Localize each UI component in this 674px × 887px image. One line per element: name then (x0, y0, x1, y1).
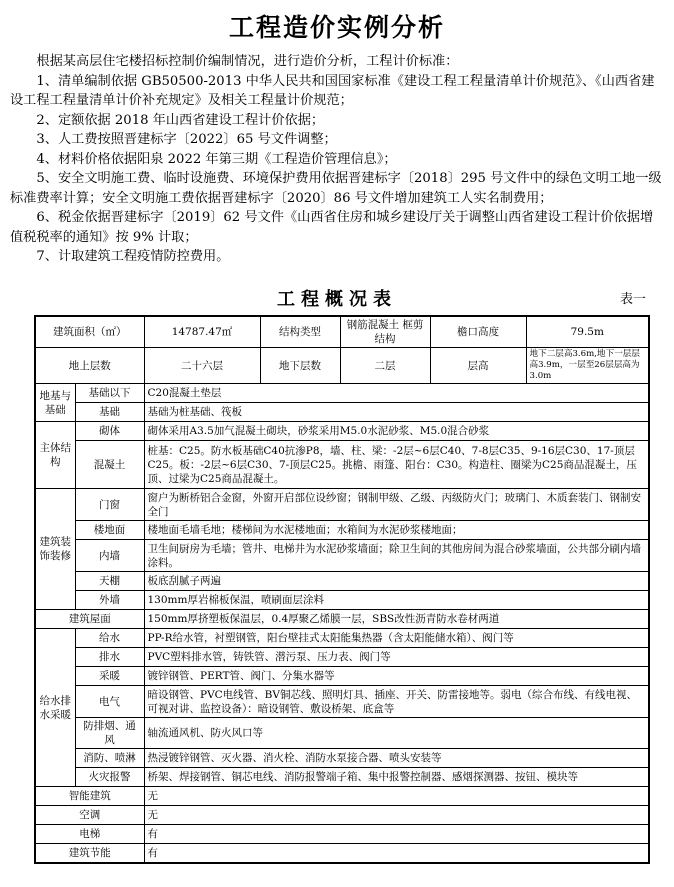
row-label: 消防、喷淋 (75, 749, 144, 768)
intro-item-2: 2、定额依据 2018 年山西省建设工程计价依据； (36, 112, 325, 128)
row-content: 基础为桩基础、筏板 (144, 403, 649, 422)
table-row (35, 610, 649, 629)
row-label: 内墙 (75, 540, 144, 572)
row-content: 轴流通风机、防火风口等 (144, 718, 649, 749)
page-title: 工程造价实例分析 (228, 13, 445, 42)
table-row (35, 316, 649, 348)
row-content: 无 (144, 787, 649, 806)
overview-table (34, 315, 650, 864)
row-content: 卫生间厨房为毛墙；管井、电梯井为水泥砂浆墙面；除卫生间的其他房间为混合砂浆墙面，公共部分刷内墙涂料。 (144, 540, 649, 572)
row-content: 桥架、焊接钢管、铜芯电线、消防报警端子箱、集中报警控制器、感烟探测器、按钮、模块等 (144, 768, 649, 787)
row-label: 天棚 (75, 572, 144, 591)
row-label: 楼地面 (75, 521, 144, 540)
roof-label: 建筑屋面 (35, 610, 144, 629)
row-label: 建筑节能 (35, 844, 144, 863)
structure-value: 钢筋混凝土 框剪结构 (340, 316, 430, 348)
floor-height-value: 地下二层高3.6m,地下一层层高3.9m，一层至26层层高为3.0m (526, 348, 649, 384)
row-label: 门窗 (75, 489, 144, 521)
row-label: 火灾报警 (75, 768, 144, 787)
table-row (35, 749, 649, 768)
table-row (35, 521, 649, 540)
roof-content: 150mm厚挤塑板保温层，0.4厚聚乙烯膜一层，SBS改性沥青防水卷材两道 (144, 610, 649, 629)
row-label: 防排烟、通风 (75, 718, 144, 749)
intro-text (10, 52, 662, 267)
row-content: 有 (144, 844, 649, 863)
intro-item-7: 7、计取建筑工程疫情防控费用。 (36, 249, 230, 264)
decoration-group: 建筑装饰装修 (35, 489, 75, 610)
row-label: 基础 (75, 403, 144, 422)
table-row (35, 348, 649, 384)
below-label: 地下层数 (260, 348, 340, 384)
row-content: 桩基：C25。防水板基础C40抗渗P8，墙、柱、梁：-2层~6层C40、7-8层C35、9-16层C30、17-顶层C25。板：-2层~6层C30、7-顶层C25。挑檐、雨篷、阳台：C30。构造柱、圈梁为C25商品混凝土，压顶、过梁为C25商品混凝土。 (144, 441, 649, 489)
row-content: 楼地面毛墙毛地；楼梯间为水泥楼地面；水箱间为水泥砂浆楼地面； (144, 521, 649, 540)
above-value: 二十六层 (144, 348, 260, 384)
row-content: 镀锌钢管、PERT管、阀门、分集水器等 (144, 667, 649, 686)
row-label: 砌体 (75, 422, 144, 441)
table-row (35, 540, 649, 572)
table-row (35, 441, 649, 489)
table-title: 工程概况表 (277, 289, 397, 310)
row-content: 无 (144, 806, 649, 825)
intro-item-4: 4、材料价格依据阳泉 2022 年第三期《工程造价管理信息》； (36, 151, 397, 167)
table-row (35, 648, 649, 667)
table-row (35, 667, 649, 686)
row-content: 板底刮腻子两遍 (144, 572, 649, 591)
area-value: 14787.47㎡ (144, 316, 260, 348)
table-row (35, 422, 649, 441)
below-value: 二层 (340, 348, 430, 384)
row-label: 智能建筑 (35, 787, 144, 806)
row-content: 热浸镀锌钢管、灭火器、消火栓、消防水泵接合器、喷头安装等 (144, 749, 649, 768)
intro-item-5: 5、安全文明施工费、临时设施费、环境保护费用依据晋建标字〔2018〕295 号文件中的绿色文明工地一级标准费率计算；安全文明施工费依据晋建标字〔2020〕86 号文件增加建筑工人实名制费用； (10, 171, 662, 206)
table-row (35, 629, 649, 648)
row-content: 暗设钢管、PVC电线管、BV铜芯线、照明灯具、插座、开关、防雷接地等。弱电（综合布线、有线电视、可视对讲、监控设备）：暗设钢管、敷设桥架、底盒等 (144, 686, 649, 718)
row-label: 给水 (75, 629, 144, 648)
table-row (35, 718, 649, 749)
floor-height-label: 层高 (430, 348, 526, 384)
row-label: 采暖 (75, 667, 144, 686)
intro-item-3: 3、人工费按照晋建标字〔2022〕65 号文件调整； (36, 132, 337, 147)
area-label: 建筑面积（㎡） (35, 316, 144, 348)
table-row (35, 768, 649, 787)
row-label: 基础以下 (75, 384, 144, 403)
row-label: 空调 (35, 806, 144, 825)
row-content: 窗户为断桥铝合金窗，外窗开启部位设纱窗；钢制甲级、乙级、丙级防火门；玻璃门、木质套装门、钢制安全门 (144, 489, 649, 521)
row-content: 130mm厚岩棉板保温，喷刷面层涂料 (144, 591, 649, 610)
intro-item-1: 1、清单编制依据 GB50500-2013 中华人民共和国国家标准《建设工程工程量清单计价规范》、《山西省建设工程工程量清单计价补充规定》及相关工程量计价规范； (10, 73, 655, 108)
row-label: 外墙 (75, 591, 144, 610)
intro-lead: 根据某高层住宅楼招标控制价编制情况，进行造价分析，工程计价标准： (36, 54, 459, 69)
table-row (35, 591, 649, 610)
table-row (35, 489, 649, 521)
above-label: 地上层数 (35, 348, 144, 384)
table-row (35, 686, 649, 718)
row-label: 排水 (75, 648, 144, 667)
row-content: 有 (144, 825, 649, 844)
row-label: 电气 (75, 686, 144, 718)
table-row (35, 572, 649, 591)
intro-item-6: 6、税金依据晋建标字〔2019〕62 号文件《山西省住房和城乡建设厅关于调整山西省建设工程计价依据增值税税率的通知》按 9% 计取； (10, 210, 654, 245)
row-content: 砌体采用A3.5加气混凝土砌块，砂浆采用M5.0水泥砂浆、M5.0混合砂浆 (144, 422, 649, 441)
table-row (35, 384, 649, 403)
row-label: 混凝土 (75, 441, 144, 489)
eave-value: 79.5m (526, 316, 649, 348)
row-label: 电梯 (35, 825, 144, 844)
table-number: 表一 (619, 292, 646, 307)
foundation-group: 地基与基础 (35, 384, 75, 422)
row-content: C20混凝土垫层 (144, 384, 649, 403)
row-content: PVC塑料排水管，铸铁管、潜污泵、压力表、阀门等 (144, 648, 649, 667)
table-row (35, 844, 649, 863)
table-row (35, 403, 649, 422)
structure-group: 主体结构 (35, 422, 75, 489)
row-content: PP-R给水管，衬塑钢管，阳台壁挂式太阳能集热器（含太阳能储水箱）、阀门等 (144, 629, 649, 648)
table-row (35, 806, 649, 825)
mep-group: 给水排水采暖 (35, 629, 75, 787)
eave-label: 檐口高度 (430, 316, 526, 348)
table-row (35, 787, 649, 806)
table-row (35, 825, 649, 844)
structure-label: 结构类型 (260, 316, 340, 348)
